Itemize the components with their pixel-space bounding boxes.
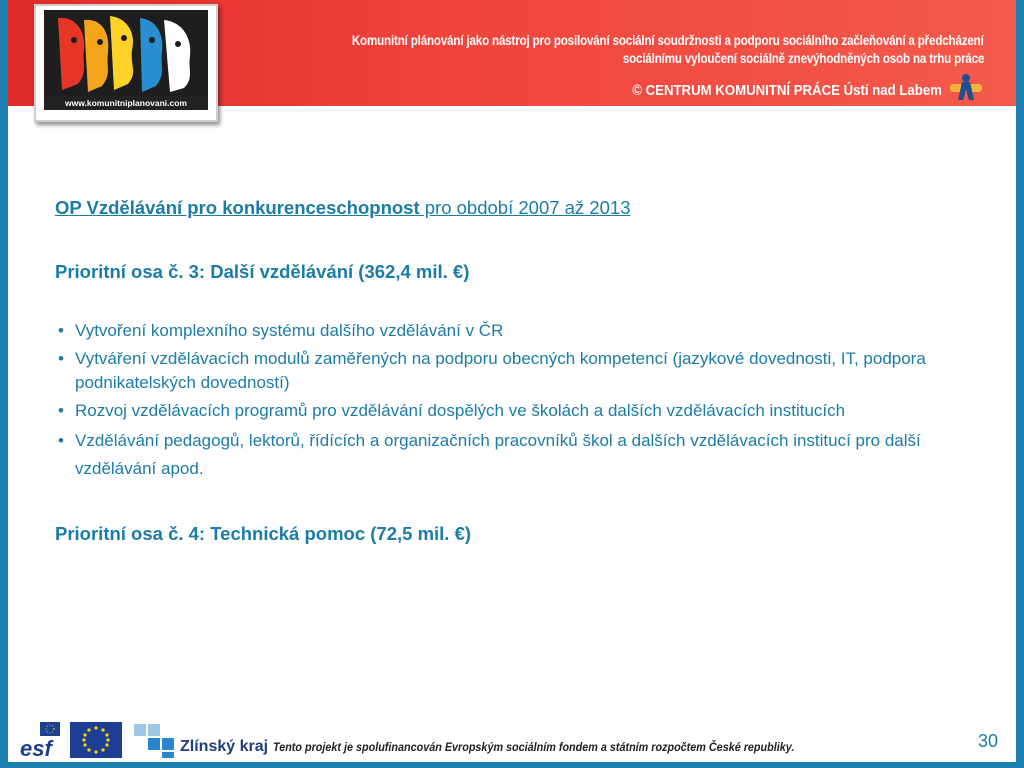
- esf-logo-icon: [18, 720, 68, 760]
- slide: [8, 0, 1016, 762]
- bullet-item: • Vytvoření komplexního systému dalšího vzdělávání v ČR: [55, 319, 955, 343]
- bullet-list: [55, 319, 955, 483]
- logo-url: www.komunitniplanovani.com: [44, 96, 208, 110]
- bullet-item: • Vytváření vzdělávacích modulů zaměřených na podporu obecných kompetencí (jazykové dovednosti, IT, podpora podnikatelských dovedností): [55, 347, 955, 395]
- programme-title-period: pro období 2007 až 2013: [419, 197, 631, 218]
- community-planning-logo: [34, 4, 218, 122]
- eu-flag-icon: [70, 722, 122, 758]
- bullet-item: • Vzdělávání pedagogů, lektorů, řídících a organizačních pracovníků škol a dalších vzdělávacích institucí pro další vzdělávání apod.: [55, 427, 955, 483]
- zlinsky-kraj-logo-icon: [134, 724, 176, 758]
- header-copyright: © CENTRUM KOMUNITNÍ PRÁCE Ústí nad Labem: [632, 82, 942, 99]
- zlinsky-kraj-label: Zlínský kraj: [180, 738, 269, 755]
- community-faces-logo-icon: [44, 10, 208, 110]
- slide-content: [55, 197, 955, 545]
- bullet-item: • Rozvoj vzdělávacích programů pro vzdělávání dospělých ve školách a dalších vzdělávacích institucích: [55, 399, 955, 423]
- esf-label: esf: [20, 736, 52, 760]
- page-number: 30: [977, 731, 998, 751]
- funding-statement: Tento projekt je spolufinancován Evropským sociálním fondem a státním rozpočtem České republiky.: [273, 740, 795, 754]
- priority-axis-3: Prioritní osa č. 3: Další vzdělávání (362,4 mil. €): [55, 261, 470, 282]
- programme-title-link[interactable]: [55, 197, 631, 218]
- header-line-1: Komunitní plánování jako nástroj pro posilování sociální soudržnosti a podporu sociálního začleňování a předcházení: [352, 33, 984, 48]
- programme-title-bold: OP Vzdělávání pro konkurenceschopnost: [55, 197, 420, 218]
- ckp-logo-icon: [948, 72, 984, 102]
- programme-title: [55, 197, 955, 219]
- footer: [8, 712, 1016, 762]
- priority-axis-4: Prioritní osa č. 4: Technická pomoc (72,5 mil. €): [55, 523, 472, 544]
- header-line-2: sociálnímu vyloučení sociálně znevýhodněných osob na trhu práce: [622, 51, 984, 66]
